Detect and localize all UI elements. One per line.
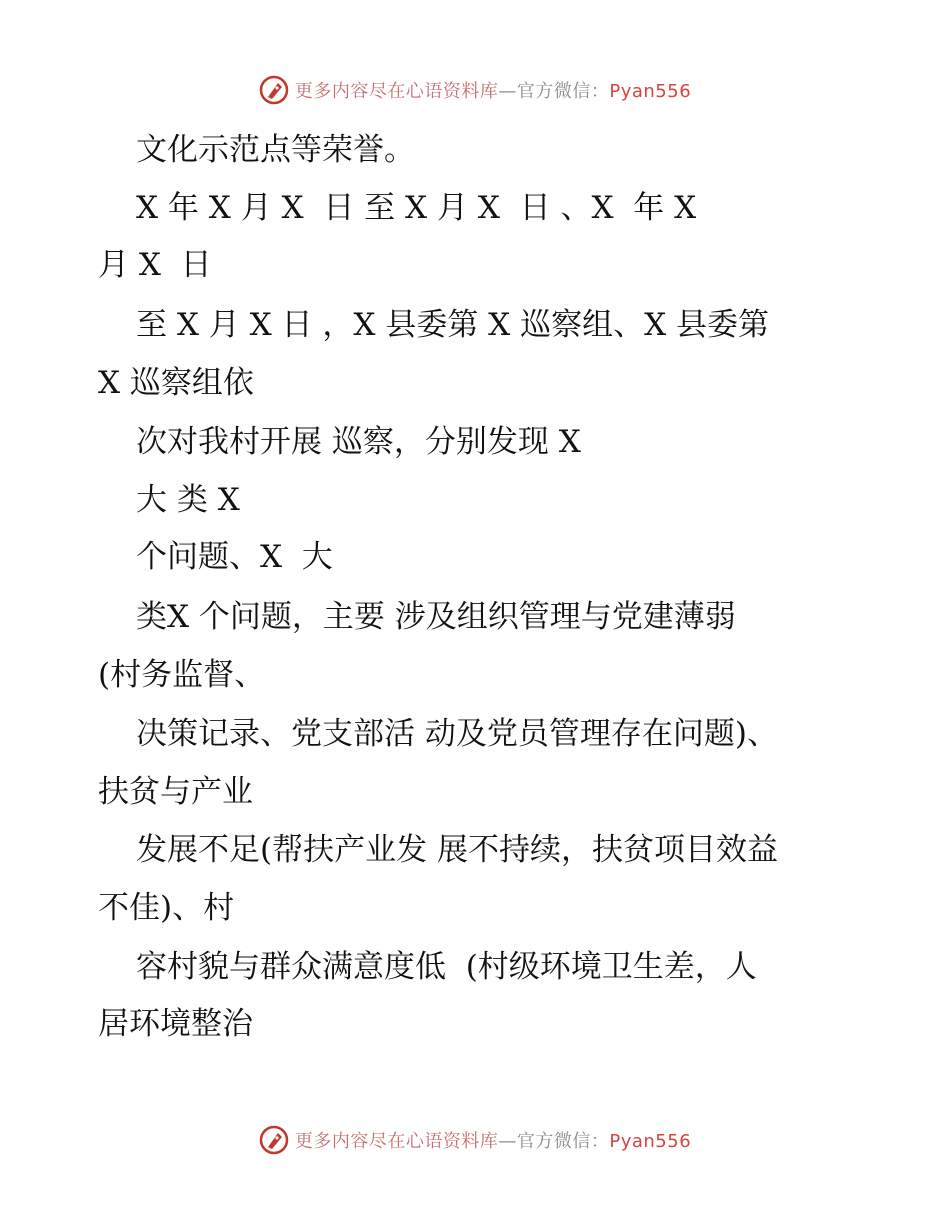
body-line: (村务监督、 xyxy=(98,657,266,693)
pen-nib-logo-icon xyxy=(259,1125,289,1155)
body-line: 类X 个问题，主要 涉及组织管理与党建薄弱 xyxy=(136,599,736,635)
footer-banner xyxy=(0,1120,950,1160)
header-wechat-id: Pyan556 xyxy=(609,81,692,102)
body-line: 决策记录、党支部活 动及党员管理存在问题)、 xyxy=(136,716,778,752)
footer-site: 更多内容尽在心语资料库 xyxy=(294,1131,499,1152)
body-line: X 巡察组依 xyxy=(98,365,254,401)
footer-separator: — xyxy=(498,1131,517,1152)
header-wechat-label: 官方微信： xyxy=(516,81,610,102)
footer-wechat-id: Pyan556 xyxy=(609,1131,692,1152)
body-line: 容村貌与群众满意度低 (村级环境卫生差，人 xyxy=(136,949,757,985)
body-line: 扶贫与产业 xyxy=(98,774,253,810)
body-line: 文化示范点等荣誉。 xyxy=(136,132,415,168)
footer-wechat-label: 官方微信： xyxy=(516,1131,610,1152)
body-line: 个问题、X 大 xyxy=(136,539,333,575)
body-line: 大 类 X xyxy=(136,482,240,518)
body-line: 发展不足(帮扶产业发 展不持续，扶贫项目效益 xyxy=(136,832,778,868)
body-line: 至 X 月 X 日 ，X 县委第 X 巡察组、X 县委第 xyxy=(136,307,770,343)
body-line: X 年 X 月 X 日 至 X 月 X 日 、X 年 X xyxy=(136,190,697,226)
body-line: 居环境整治 xyxy=(98,1006,253,1042)
header-separator: — xyxy=(498,81,517,102)
header-site: 更多内容尽在心语资料库 xyxy=(294,81,499,102)
footer-text xyxy=(295,1127,691,1153)
body-line: 月 X 日 xyxy=(98,247,212,283)
body-line: 次对我村开展 巡察，分别发现 X xyxy=(136,424,581,460)
body-line: 不佳)、村 xyxy=(98,890,235,926)
